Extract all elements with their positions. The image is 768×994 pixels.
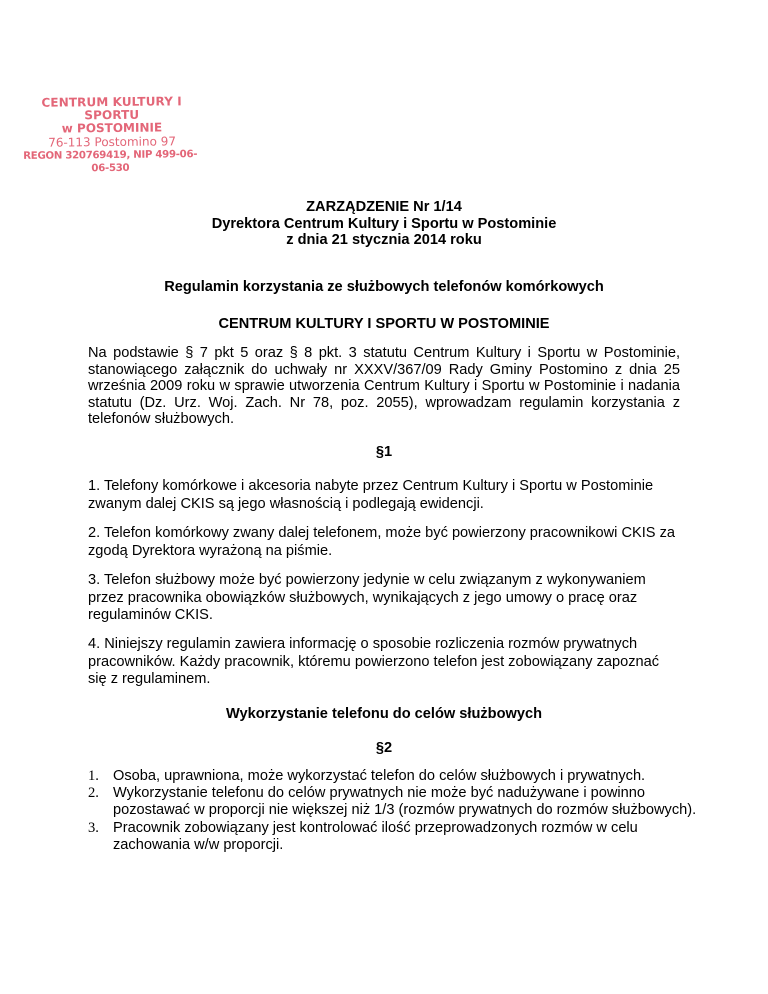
document-subject: Regulamin korzystania ze służbowych telefonów komórkowych <box>164 279 604 295</box>
organization-heading: CENTRUM KULTURY I SPORTU W POSTOMINIE <box>218 316 550 332</box>
section-1-point-1: 1. Telefony komórkowe i akcesoria nabyte przez Centrum Kultury i Sportu w Postominie zwanym dalej CKIS są jego własnością i podlegają ewidencji. <box>88 478 654 512</box>
institution-stamp <box>22 95 203 176</box>
list-item-text: Pracownik zobowiązany jest kontrolować ilość przeprowadzonych rozmów w celu zachowania w/w proporcji. <box>113 819 638 853</box>
stamp-line-name: CENTRUM KULTURY I SPORTU <box>41 94 182 123</box>
stamp-line-location: w POSTOMINIE <box>61 120 163 136</box>
section-1-point-4: 4. Niniejszy regulamin zawiera informację o sposobie rozliczenia rozmów prywatnych pracowników. Każdy pracownik, któremu powierzono telefon jest zobowiązany zapoznać się z regulaminem. <box>88 636 660 687</box>
stamp-line-address: 76-113 Postomino 97 <box>48 134 177 150</box>
document-header <box>0 199 768 249</box>
list-item-number: 3. <box>88 819 99 836</box>
list-item-number: 2. <box>88 785 99 802</box>
section-1-heading: §1 <box>375 444 393 460</box>
list-item-text: Wykorzystanie telefonu do celów prywatnych nie może być nadużywane i powinno pozostawać w proporcji nie większej niż 1/3 (rozmów prywatnych do rozmów służbowych). <box>113 785 697 819</box>
document-date: z dnia 21 stycznia 2014 roku <box>286 232 482 248</box>
list-item <box>88 768 705 785</box>
document-issuer: Dyrektora Centrum Kultury i Sportu w Postominie <box>211 215 557 232</box>
section-1-point-3: 3. Telefon służbowy może być powierzony jedynie w celu związanym z wykonywaniem przez pracownika obowiązków służbowych, wynikających z jego umowy o pracę oraz regulaminów CKIS. <box>88 572 646 623</box>
document-title: ZARZĄDZENIE Nr 1/14 <box>306 199 462 215</box>
section-2-heading: §2 <box>375 740 393 756</box>
section-2-title: Wykorzystanie telefonu do celów służbowych <box>226 706 542 722</box>
stamp-line-regon-nip: REGON 320769419, NIP 499-06-06-530 <box>23 149 198 175</box>
list-item <box>88 819 705 854</box>
section-2-list <box>88 768 705 854</box>
list-item <box>88 785 705 819</box>
list-item-text: Osoba, uprawniona, może wykorzystać telefon do celów służbowych i prywatnych. <box>113 768 646 784</box>
list-item-number: 1. <box>88 768 99 784</box>
preamble-paragraph: Na podstawie § 7 pkt 5 oraz § 8 pkt. 3 statutu Centrum Kultury i Sportu w Postominie, stanowiącego załącznik do uchwały nr XXXV/367/09 Rady Gminy Postomino z dnia 25 września 2009 roku w sprawie utworzenia Centrum Kultury i Sportu w Postominie i nadania statutu (Dz. Urz. Woj. Zach. Nr 78, poz. 2055), wprowadzam regulamin korzystania z telefonów służbowych. <box>88 345 680 428</box>
section-1-point-2: 2. Telefon komórkowy zwany dalej telefonem, może być powierzony pracownikowi CKIS za zgodą Dyrektora wyrażoną na piśmie. <box>88 525 675 559</box>
